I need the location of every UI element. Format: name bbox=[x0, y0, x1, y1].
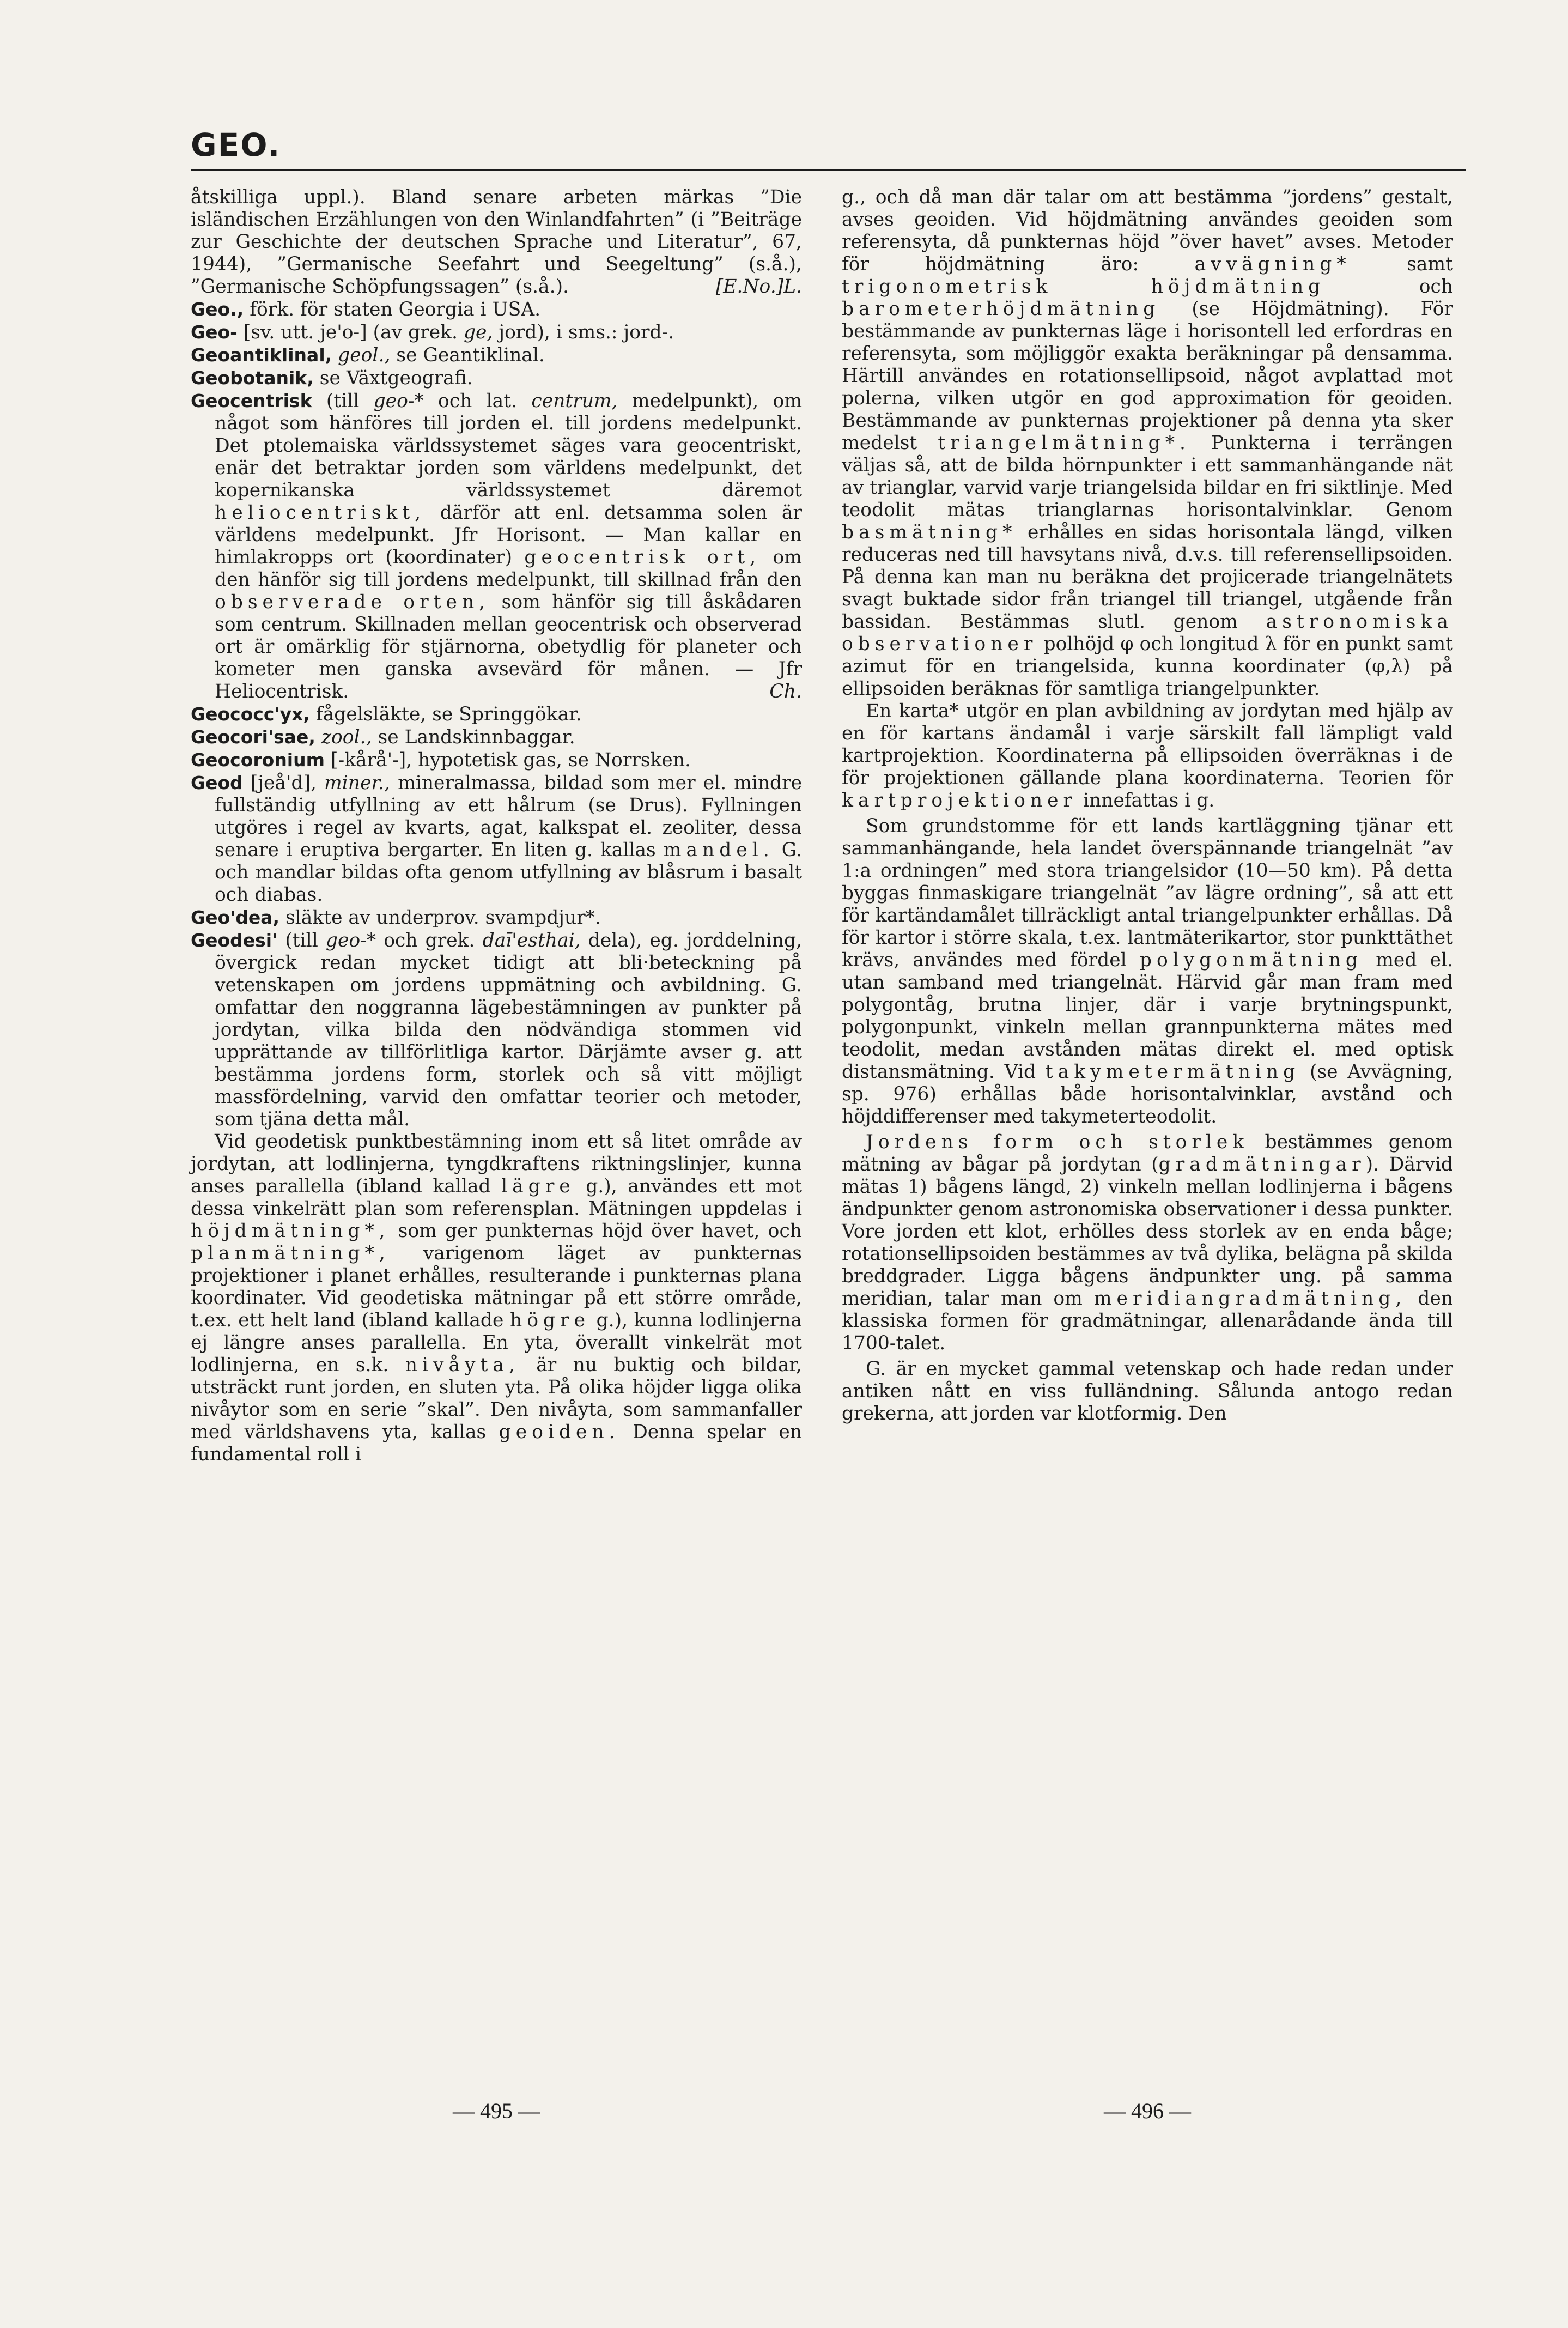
spaced-term: höjdmätning*, bbox=[191, 1220, 390, 1242]
headword: Geo., bbox=[191, 299, 244, 320]
paragraph-text: (se Höjdmätning). För bestämmande av punkternas läge i horisontell led erfordras en referensyta, som möjliggör exakta beräkningar på densamma. Härtill användes en rotationsellipsoid, något avplattad mot polerna, vilken utgör en god approximation för geoiden. Bestämmande av punkternas projektioner på denna yta sker medelst bbox=[842, 298, 1453, 454]
entry-geodea bbox=[191, 906, 802, 929]
headword: Geodesi' bbox=[191, 930, 278, 951]
paragraph-text: G. är en mycket gammal vetenskap och hade redan under antiken nått en viss fulländning. Sålunda antogo redan grekerna, att jorden var klotformig. Den bbox=[842, 1358, 1453, 1424]
spaced-term: triangelmätning*. bbox=[938, 432, 1190, 454]
definition: medelpunkt), om något som hänföres till jorden el. till jordens medelpunkt. Det ptolemaiska världssystemet säges vara geocentriskt, enär det betraktar jorden som världens medelpunkt, det kopernikanska världssystemet däremot bbox=[215, 390, 803, 501]
entry-geo bbox=[191, 298, 802, 321]
paragraph-text: Som grundstomme för ett lands kartläggning tjänar ett sammanhängande, hela landet överspännande triangelnät ”av 1:a ordningen” med stora triangelsidor (10—50 km). På detta byggas finmaskigare triangelnät ”av lägre ordning”, så att ett för kartändamålet tillräckligt antal triangelpunkter erhållas. Då för kartor i större skala, t.ex. lantmäterikartor, stor punkttäthet krävs, användes med fördel bbox=[842, 815, 1453, 971]
headword: Geod bbox=[191, 772, 243, 793]
definition: och lat. bbox=[438, 390, 518, 412]
definition: (till bbox=[326, 390, 360, 412]
page-number-left: — 495 — bbox=[453, 2099, 540, 2123]
paragraph-text: med el. utan samband med triangelnät. Härvid går man fram med polygontåg, brutna linjer, där i varje brytningspunkt, polygonpunkt, vinkeln mellan grannpunkterna mätes med teodolit, medan avstånden mätas direkt el. med optisk distansmätning. Vid bbox=[842, 949, 1454, 1083]
paragraph-text: Vid geodetisk punktbestämning inom ett så litet område av jordytan, att lodlinjerna, tyngdkraftens riktningslinjer, kunna anses parallella (ibland kallad bbox=[191, 1131, 802, 1197]
historia-paragraph bbox=[842, 1358, 1453, 1425]
paragraph-text: erhålles en sidas horisontala längd, vilken reduceras ned till havsytans nivå, d.v.s. till referensellipsoiden. På denna kan man nu beräkna det projicerade triangelnätets svagt buktade sidor från triangel till triangel, utgående från bassidan. Bestämmas slutl. genom bbox=[842, 522, 1453, 633]
grundstomme-paragraph bbox=[842, 815, 1453, 1128]
definition: (till bbox=[285, 930, 318, 951]
italic-term: geol., bbox=[338, 344, 391, 366]
karta-paragraph bbox=[842, 700, 1453, 812]
geodesi-paragraph-continued bbox=[842, 186, 1453, 700]
headword: Geo- bbox=[191, 322, 238, 343]
entry-geod bbox=[191, 772, 802, 906]
spaced-term: gradmätningar bbox=[1158, 1154, 1366, 1175]
paragraph-text: Punkterna i terrängen väljas så, att de bilda hörnpunkter i ett sammanhängande nät av trianglar, varvid varje triangelsida bildar en fri siktlinje. Med teodolit mätas trianglarnas horisontalvinklar. Genom bbox=[842, 432, 1453, 521]
definition: [sv. utt. je'o-] (av grek. bbox=[243, 322, 458, 343]
paragraph-text: En karta* utgör en plan avbildning av jordytan med hjälp av en för kartans ändamål i varje särskilt fall lämpligt vald kartprojektion. Koordinaterna på ellipsoiden överräknas i de för projektionen gällande plana koordinaterna. Teorien för bbox=[842, 700, 1453, 789]
definition: som hänför sig till åskådaren som centrum. Skillnaden mellan geocentrisk och observerad ort är omärklig för stjärnorna, obetydlig för planeter och kometer men ganska avsevärd för månen. — Jfr Heliocentrisk. bbox=[215, 591, 803, 702]
entry-geoantiklinal bbox=[191, 344, 802, 367]
definition: om den hänför sig till jordens medelpunkt, till skillnad från den bbox=[215, 547, 803, 591]
author-signature: Ch. bbox=[769, 681, 802, 702]
definition: [-kårå'-], hypotetisk gas, se Norrsken. bbox=[330, 749, 691, 771]
paragraph-text: den klassiska formen för gradmätningar, allenarådande ända till 1700-talet. bbox=[842, 1288, 1453, 1354]
spaced-term: takymetermätning bbox=[1045, 1061, 1300, 1083]
italic-term: daī'esthai, bbox=[482, 930, 581, 951]
italic-term: centrum, bbox=[531, 390, 618, 412]
paragraph-text: ). Därvid mätas 1) bågens längd, 2) vinkeln mellan lodlinjerna i bågens ändpunkter genom astronomiska observationer i dessa punkter. Vore jorden ett klot, erhölles dess storlek av en enda båge; rotationsellipsoiden bestämmes av två dylika, belägna på skilda breddgrader. Ligga bågens ändpunkter ung. på samma meridian, talar man om bbox=[842, 1154, 1453, 1310]
spaced-term: Jordens form och storlek bbox=[866, 1131, 1249, 1153]
spaced-term: kartprojektioner bbox=[842, 790, 1077, 811]
paragraph-text: innefattas i g. bbox=[1083, 790, 1215, 811]
definition: jord), i sms.: jord-. bbox=[499, 322, 674, 343]
definition: se Växtgeografi. bbox=[319, 367, 473, 389]
spaced-term: geoiden. bbox=[499, 1421, 620, 1443]
definition: därför att enl. detsamma solen är världens medelpunkt. Jfr Horisont. — Man kallar en himlakropps ort (koordinater) bbox=[215, 502, 802, 568]
spaced-term: geocentrisk ort, bbox=[524, 547, 761, 568]
italic-term: geo-* bbox=[373, 390, 424, 412]
spaced-term: barometerhöjdmätning bbox=[842, 298, 1160, 320]
italic-term: ge, bbox=[463, 322, 493, 343]
paragraph-text: och bbox=[1419, 276, 1453, 298]
definition: [jeå'd], bbox=[250, 772, 317, 794]
definition: dela), eg. jorddelning, övergick redan mycket tidigt att bli·beteckning på vetenskapen om jordens uppmätning och avbildning. G. omfattar den noggranna lägebestämningen av punkter på jordytan, vilka bilda den nödvändiga stommen vid upprättande av tillförlitliga kartor. Därjämte avser g. att bestämma jordens form, storlek och så vitt möjligt massfördelning, varvid den omfattar teorier och metoder, som tjäna detta mål. bbox=[215, 930, 803, 1130]
header-rule bbox=[191, 169, 1466, 171]
left-column bbox=[191, 186, 802, 1469]
definition: G. och mandlar bildas ofta genom utfyllning av blåsrum i basalt och diabas. bbox=[215, 839, 803, 906]
definition: mineralmassa, bildad som mer el. mindre fullständig utfyllning av ett hålrum (se Drus). Fyllningen utgöres i regel av kvarts, agat, kalkspat el. zeoliter, dessa senare i eruptiva bergarter. En liten g. kallas bbox=[215, 772, 803, 861]
paragraph-text: samt bbox=[1407, 253, 1454, 275]
entry-geocoronium bbox=[191, 749, 802, 772]
headword: Geo'dea, bbox=[191, 907, 280, 928]
paragraph-text: bestämmes genom mätning av bågar på jordytan ( bbox=[842, 1131, 1453, 1175]
paragraph-text: som ger punkternas höjd över havet, och bbox=[398, 1220, 802, 1242]
spaced-term: avvägning* bbox=[1194, 253, 1351, 275]
geodesi-paragraph-2 bbox=[191, 1131, 802, 1466]
spaced-term: lägre bbox=[501, 1175, 575, 1197]
spaced-term: planmätning*, bbox=[191, 1242, 390, 1264]
spaced-term: heliocentriskt, bbox=[215, 502, 426, 524]
spaced-term: meridiangradmätning, bbox=[1093, 1288, 1407, 1310]
paragraph-text: polhöjd φ och longitud λ för en punkt samt azimut för en triangelsida, kunna koordinater (φ,λ) på ellipsoiden beräknas för samtliga triangelpunkter. bbox=[842, 633, 1453, 700]
jordens-form-paragraph bbox=[842, 1131, 1453, 1355]
italic-term: zool., bbox=[321, 726, 372, 748]
paragraph-text: g.), kunna lodlinjerna ej längre anses parallella. En yta, överallt vinkelrät mot lodlinjerna, en s.k. bbox=[191, 1310, 802, 1376]
paragraph-text: (se Avvägning, sp. 976) erhållas både horisontalvinklar, avstånd och höjddifferenser med takymeterteodolit. bbox=[842, 1061, 1454, 1127]
italic-term: miner., bbox=[324, 772, 391, 794]
paragraph-text: varigenom läget av punkternas projektioner i planet erhålles, resulterande i punkternas plana koordinater. Vid geodetiska mätningar på ett större område, t.ex. ett helt land (ibland kallade bbox=[191, 1242, 802, 1331]
spaced-term: trigonometrisk höjdmätning bbox=[842, 276, 1326, 298]
intro-text: åtskilliga uppl.). Bland senare arbeten märkas ”Die isländischen Erzählungen von den Winlandfahrten” (i ”Beiträge zur Geschichte der deutschen Sprache und Literatur”, 67, 1944), ”Germanische Seefahrt und Seegeltung” (s.å.), ”Germanische Schöpfungssagen” (s.å.). bbox=[191, 186, 802, 298]
headword: Geocori'sae, bbox=[191, 726, 315, 748]
headword: Geobotanik, bbox=[191, 367, 314, 389]
headword: Geoantiklinal, bbox=[191, 344, 332, 366]
entry-geodesi bbox=[191, 929, 802, 1131]
italic-term: geo-* bbox=[325, 930, 376, 951]
page-number-right: — 496 — bbox=[1104, 2099, 1191, 2123]
paragraph-text: är nu buktig och bildar, utsträckt runt jorden, en sluten yta. På olika höjder ligga olika nivåytor som en serie ”skal”. Den nivåyta, som sammanfaller med världshavens yta, kallas bbox=[191, 1354, 803, 1443]
spaced-term: observerade orten, bbox=[215, 591, 490, 613]
entry-geococcyx bbox=[191, 703, 802, 726]
definition: förk. för staten Georgia i USA. bbox=[250, 299, 541, 320]
definition: fågelsläkte, se Springgökar. bbox=[315, 704, 582, 725]
spaced-term: högre bbox=[510, 1310, 590, 1331]
entry-geocorisae bbox=[191, 726, 802, 749]
spaced-term: basmätning* bbox=[842, 522, 1017, 543]
spaced-term: polygonmätning bbox=[1139, 949, 1363, 971]
definition: se Geantiklinal. bbox=[396, 344, 545, 366]
headword: Geocentrisk bbox=[191, 390, 312, 411]
definition: släkte av underprov. svampdjur*. bbox=[285, 907, 601, 929]
right-column bbox=[842, 186, 1453, 1428]
definition: och grek. bbox=[384, 930, 475, 951]
spaced-term: astronomiska observationer bbox=[842, 611, 1453, 655]
paragraph-text: g., och då man där talar om att bestämma ”jordens” gestalt, avses geoiden. Vid höjdmätning användes geoiden som referensyta, då punkternas höjd ”över havet” avses. Metoder för höjdmätning äro: bbox=[842, 186, 1453, 275]
entry-geobotanik bbox=[191, 367, 802, 390]
entry-geocentrisk bbox=[191, 390, 802, 703]
spaced-term: nivåyta, bbox=[405, 1354, 520, 1376]
author-signature: [E.No.]L. bbox=[715, 276, 802, 298]
paragraph-text: Denna spelar en fundamental roll i bbox=[191, 1421, 802, 1465]
entry-continuation bbox=[191, 186, 802, 298]
headword: Geococc'yx, bbox=[191, 704, 310, 725]
headword: Geocoronium bbox=[191, 749, 325, 771]
definition: se Landskinnbaggar. bbox=[378, 726, 575, 748]
page-header-word: GEO. bbox=[191, 126, 281, 163]
paragraph-text: g.), användes ett mot dessa vinkelrätt plan som referensplan. Mätningen uppdelas i bbox=[191, 1175, 802, 1220]
spaced-term: mandel. bbox=[663, 839, 774, 861]
entry-geo-prefix bbox=[191, 321, 802, 344]
